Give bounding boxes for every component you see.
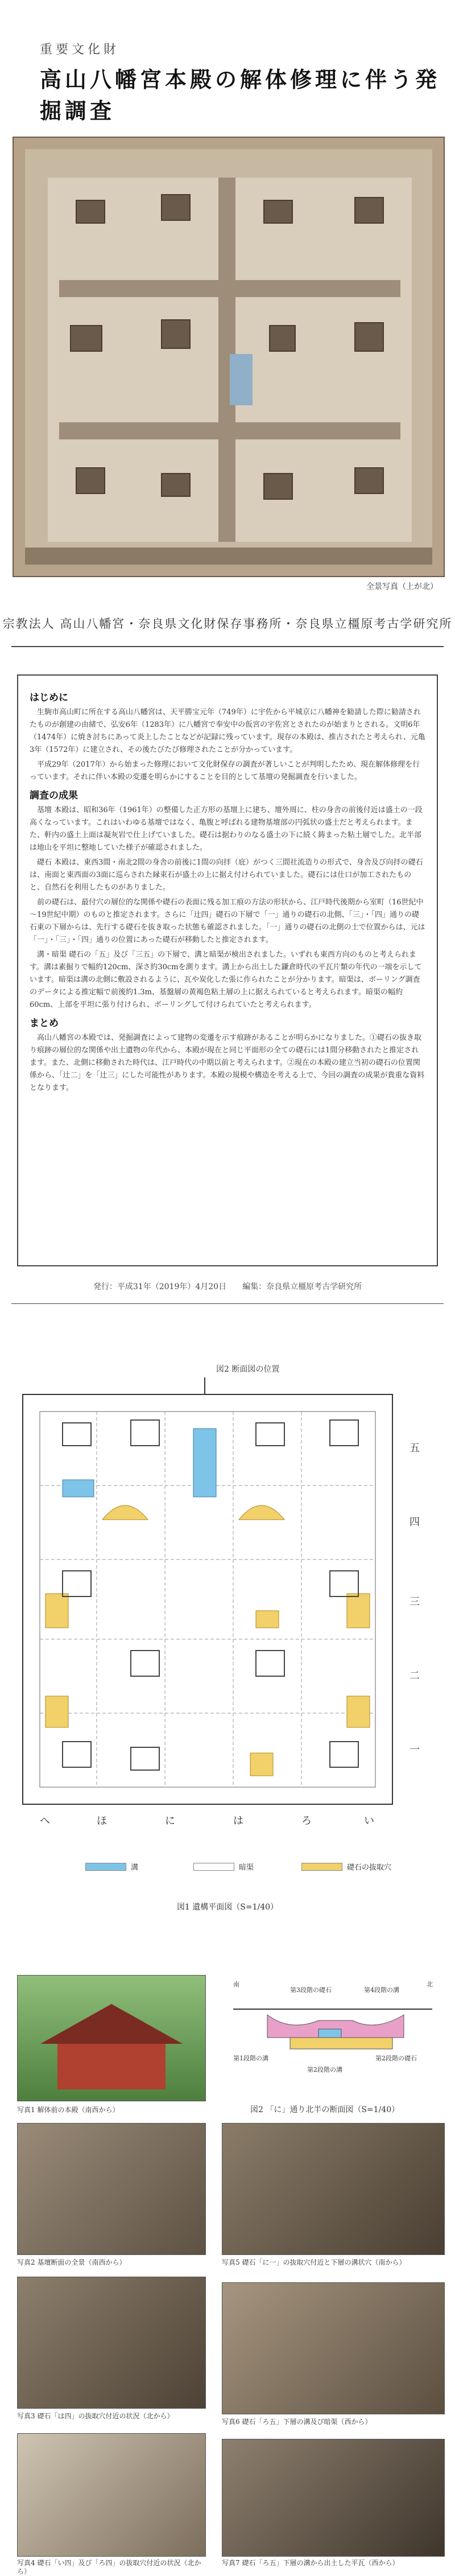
authors-line: 宗教法人 高山八幡宮・奈良県文化財保存事務所・奈良県立橿原考古学研究所: [2, 617, 453, 631]
section-label: 南: [233, 1981, 239, 1988]
legend-item: 溝: [85, 1861, 138, 1872]
subtitle: 重要文化財: [40, 43, 120, 57]
section-label: 第2段階の礎石: [375, 2055, 417, 2062]
photo-3: [17, 2277, 206, 2409]
results-text-3: 前の礎石は、最付穴の層位的な関係や礎石の表面に残る加工痕の方法の形状から、江戸時代後期から室町（16世紀中～19世紀中期）のものと推定されます。さらに「辻四」礎石の下層で「一」通りの礎石の北側、「三」・「四」通りの礎石東の下層からは、先行する礎石を抜き取った状態も確認されました。「一」通りの礎石の北側の土で位置からは、元は「一」・「三」・「四」通りの位置にあった礎石が移動したと推定されます。: [30, 898, 425, 944]
section-label: 第2段階の溝: [307, 2066, 342, 2073]
col-label: ろ: [301, 1815, 312, 1827]
photo-2: [17, 2123, 206, 2255]
site-plan-figure: [0, 1355, 455, 1890]
summary-heading: まとめ: [30, 1018, 59, 1029]
photo-7-caption: 写真7 礎石「ろ五」下層の溝から出土した平瓦（西から）: [222, 2559, 399, 2567]
photo-2-caption: 写真2 基壇断面の全景（南西から）: [17, 2258, 126, 2266]
results-heading: 調査の成果: [30, 790, 78, 801]
photo-7: [222, 2439, 445, 2557]
photo-1-caption: 写真1 解体前の本殿（南西から）: [17, 2106, 119, 2114]
photo-1: [17, 1975, 206, 2101]
section-position-label: 図2 断面図の位置: [216, 1365, 280, 1374]
row-label: 一: [410, 1744, 420, 1756]
legend-item: 礎石の抜取穴: [301, 1861, 391, 1872]
results-text-4: 溝・暗渠 礎石の「五」及び「三五」の下層で、溝と暗渠が検出されました。いずれも東西方向のものと考えられます。溝は素掘りで幅約120cm、深さ約30cmを測ります。溝上から出土した鎌倉時代の平瓦片類の年代の一端を示しています。暗渠は溝の北側に敷設されるように、瓦や炭化した張に作られたことが分かります。暗渠は、ボーリング調査のデータによる推定幅で前後約1.3m、基盤層の黄褐色粘土層の上に据えられていると考えられます。暗渠の幅約60cm、上部を平坦に張り付けられ、ボーリングして付けられていたと考えられます。: [30, 950, 422, 1009]
photo-6: [222, 2282, 445, 2414]
publication-info: 発行：平成31年（2019年）4月20日 編集：奈良県立橿原考古学研究所: [93, 1282, 362, 1291]
row-label: 五: [410, 1442, 420, 1454]
aerial-photo: [13, 137, 445, 577]
figure-2-section: [222, 1975, 444, 2077]
site-plan-drawing: [0, 1355, 455, 1890]
report-box: [17, 674, 438, 1266]
intro-heading: はじめに: [30, 692, 68, 703]
summary-text: 高山八幡宮の本殿では、発掘調査によって建物の変遷を示す痕跡があることが明らかになりました。①礎石の抜き取り痕跡の層位的な関係や出土遺物の年代から、本殿が現在と同じ平面形の全ての礎石には1間分移動されたと推定されます。また、北側に移動された時代は、江戸時代の中期以前と考えられます。②現在の本殿の建立当初の礎石の位置関係から、「辻二」を「辻三」にした可能性があります。本殿の規模や構造を考える上で、今回の調査の成果が貴重な資料となります。: [30, 1034, 425, 1092]
section-label: 第3段階の礎石: [290, 1986, 332, 1994]
results-text-1: 基壇 本殿は、昭和36年（1961年）の整備した正方形の基壇上に建ち、壇外周に、柱の身舎の前後付近は盛土の一段高くなっています。これはいわゆる基壇ではなく、亀腹と呼ばれる建物基壇部の円弧状の盛土だと考えられます。また、軒内の盛土上面は凝灰岩で仕上げていました。礎石は据わりのなる盛土の下に続く鋳まった粘土層でした。北半部は地山を平坦に整地していた様子が確認されました。: [30, 806, 423, 852]
photo-5: [222, 2123, 445, 2255]
row-label: 四: [410, 1516, 420, 1528]
legend-item: 暗渠: [193, 1861, 254, 1872]
col-label: い: [364, 1815, 374, 1827]
col-label: へ: [40, 1815, 50, 1827]
photo-4-caption: 写真4 礎石「い四」及び「ろ四」の抜取穴付近の状況（北から）: [17, 2559, 201, 2575]
intro-text: 生駒市高山町に所在する高山八幡宮は、天平勝宝元年（749年）に宇佐から平城京に八幡神を勧請した際に勧請されたものが創建の由緒で、弘安6年（1283年）に八幡宮で奉安中の仮宮の宇佐宮とされたのが始まりとされる。文明6年（1474年）に焼き討ちにあって炎上したことなどが記録に残っています。現存の本殿は、推古されたと考えられ、元亀3年（1572年）に建立され、その後たびたび修理されたことが分かっています。: [30, 708, 425, 754]
results-text-2: 礎石 本殿は、東西3間・南北2間の身舎の前後に1間の向拝（庇）がつく三間社流造りの形式で、身舎及び向拝の礎石は、南面と東西面の3面に巡らされた縁束石が盛土の上に据え付けられていました。礎石には仕口が加工されたものと、自然石を利用したものがありました。: [30, 858, 423, 892]
col-label: は: [233, 1815, 243, 1827]
photo-3-caption: 写真3 礎石「は四」の抜取穴付近の状況（北から）: [17, 2412, 174, 2420]
col-label: ほ: [97, 1815, 107, 1827]
divider: [11, 646, 444, 647]
intro-text-2: 平成29年（2017年）から始まった修理において文化財保存の調査が著しいことが判明したため、現在解体修理を行っています。それに伴い本殿の変遷を明らかにすることを目的として基壇の発掘調査を行いました。: [30, 760, 420, 781]
photo-6-caption: 写真6 礎石「ろ五」下層の溝及び暗渠（西から）: [222, 2418, 372, 2426]
page-title: 高山八幡宮本殿の解体修理に伴う発掘調査: [40, 67, 441, 124]
row-label: 三: [410, 1596, 420, 1608]
divider: [11, 1303, 444, 1304]
section-label: 第4段階の溝: [364, 1986, 399, 1994]
section-label: 第1段階の溝: [233, 2055, 268, 2062]
figure-2-caption: 図2 「に」通り北半の断面図（S=1/40）: [250, 2105, 400, 2114]
header: [40, 40, 455, 125]
section-label: 北: [427, 1981, 433, 1988]
aerial-caption: 全景写真（上が北）: [366, 582, 438, 591]
col-label: に: [165, 1815, 175, 1827]
photo-4: [17, 2433, 206, 2557]
figure-1-caption: 図1 遺構平面図（S=1/40）: [176, 1903, 279, 1912]
photo-5-caption: 写真5 礎石「に一」の抜取穴付近と下層の溝状穴（南から）: [222, 2258, 406, 2266]
row-label: 二: [410, 1670, 420, 1682]
